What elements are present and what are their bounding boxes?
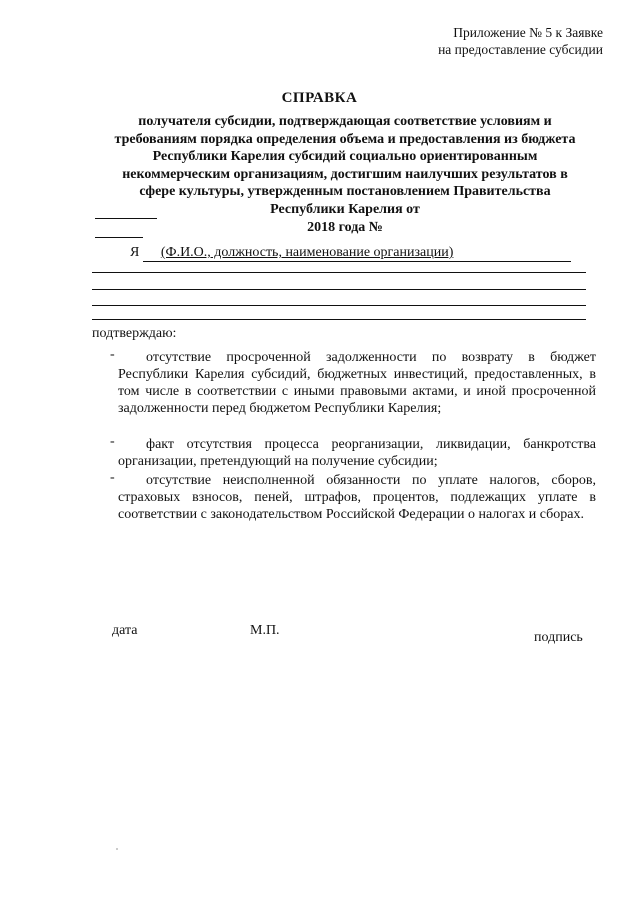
item-3-dash: - [110,470,115,485]
confirm-label: подтверждаю: [92,326,177,341]
date-blank[interactable] [95,218,157,219]
list-item: факт отсутствия процесса реорганизации, ликвидации, банкротства организации, претендующий на получение субсидии; [118,437,596,469]
applicant-blank-line-4[interactable] [92,319,586,320]
subtitle-line-1: получателя субсидии, подтверждающая соответствие условиям и [138,114,552,129]
appendix-header [283,24,603,58]
number-blank[interactable] [95,237,143,238]
applicant-placeholder: (Ф.И.О., должность, наименование организации) [160,245,454,260]
signature-sign-label: подпись [534,630,583,645]
subtitle-line-6-year: 2018 года № [307,220,383,235]
signature-date-label: дата [112,623,138,638]
applicant-blank-line-2[interactable] [92,289,586,290]
item-2-dash: - [110,434,115,449]
applicant-line [130,245,571,262]
appendix-line-1: Приложение № 5 к Заявке [453,25,603,40]
subtitle-line-4: некоммерческим организациям, достигшим наилучших результатов в [122,166,568,182]
appendix-line-2: на предоставление субсидии [438,42,603,57]
list-item: отсутствие неисполненной обязанности по уплате налогов, сборов, страховых взносов, пеней, штрафов, процентов, подлежащих уплате в соответствии с законодательством Российской Федерации о налогах и сборах. [118,473,596,522]
item-1-dash: - [110,347,115,362]
applicant-prefix: Я [130,245,140,260]
subtitle-line-5: сфере культуры, утвержденным постановлением Правительства [139,184,551,199]
subtitle-line-6-prefix: Республики Карелия от [270,201,420,217]
applicant-field[interactable] [143,245,571,262]
subtitle-line-6 [95,201,595,238]
signature-stamp-label: М.П. [250,623,280,638]
document-subtitle [95,113,595,238]
applicant-blank-line-3[interactable] [92,305,586,306]
subtitle-line-2: требованиям порядка определения объема и предоставления из бюджета [114,131,576,147]
scan-speck [116,848,118,850]
list-item: отсутствие просроченной задолженности по возврату в бюджет Республики Карелия субсидий, бюджетных инвестиций, предоставленных, в том числе в соответствии с иными правовыми актами, и иной просроченной задолженности перед бюджетом Республики Карелия; [118,350,596,416]
document-title: СПРАВКА [281,90,358,106]
applicant-blank-line-1[interactable] [92,272,586,273]
subtitle-line-3: Республики Карелия субсидий социально ориентированным [152,149,538,164]
